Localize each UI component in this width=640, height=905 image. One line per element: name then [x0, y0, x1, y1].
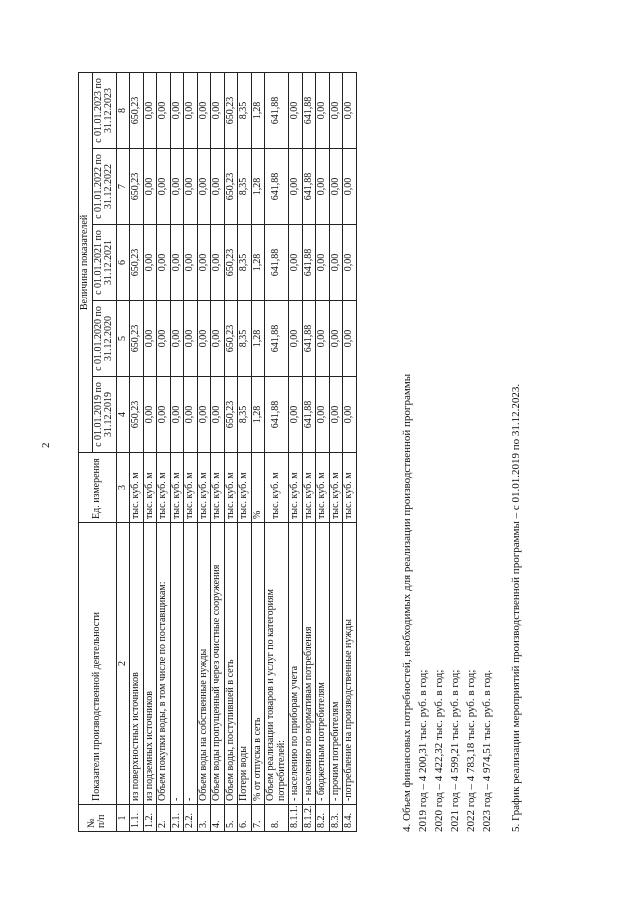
row-indicator-name: -: [170, 523, 184, 805]
row-value: 0,00: [184, 225, 198, 301]
row-value: 650,23: [130, 149, 144, 225]
row-indicator-name: Объем покупки воды, в том числе по поставщикам:: [157, 523, 171, 805]
row-value: 650,23: [224, 73, 238, 149]
financial-needs-heading: 4. Объем финансовых потребностей, необходимых для реализации производственной программы: [401, 373, 413, 832]
row-unit: %: [251, 453, 265, 523]
row-value: 0,00: [343, 73, 357, 149]
header-period: с 01.01.2020 по 31.12.2020: [92, 301, 116, 377]
row-value: 0,00: [170, 301, 184, 377]
row-value: 0,00: [197, 73, 211, 149]
row-value: 641,88: [302, 225, 316, 301]
table-row: [130, 73, 144, 832]
table-row: [316, 73, 330, 832]
row-indicator-name: Объем воды пропущенный через очистные сооружения: [211, 523, 225, 805]
header-period: с 01.01.2022 по 31.12.2022: [92, 149, 116, 225]
row-number: 3.: [197, 805, 211, 832]
row-number: 1.1.: [130, 805, 144, 832]
row-number: 2.: [157, 805, 171, 832]
row-value: 0,00: [289, 225, 303, 301]
row-number: 5.: [224, 805, 238, 832]
schedule-text: 5. График реализации мероприятий производственной программы – с 01.01.2019 по 31.12.2023.: [510, 383, 522, 832]
financial-needs-year-line: 2021 год – 4 599,21 тыс. руб. в год;: [448, 669, 461, 832]
column-number: 5: [116, 301, 130, 377]
row-value: 0,00: [157, 149, 171, 225]
row-number: 4.: [211, 805, 225, 832]
row-value: 0,00: [184, 301, 198, 377]
row-value: 8,35: [238, 377, 252, 453]
row-value: 0,00: [143, 149, 157, 225]
header-name: Показатели производственной деятельности: [79, 523, 117, 805]
row-value: 0,00: [184, 377, 198, 453]
row-value: 641,88: [265, 73, 289, 149]
table-row: [251, 73, 265, 832]
row-number: 1.2.: [143, 805, 157, 832]
row-value: 0,00: [289, 73, 303, 149]
row-value: 1,28: [251, 225, 265, 301]
row-value: 641,88: [265, 149, 289, 225]
row-value: 641,88: [265, 377, 289, 453]
row-unit: тыс. куб. м: [238, 453, 252, 523]
table-row: [184, 73, 198, 832]
row-unit: тыс. куб. м: [316, 453, 330, 523]
row-value: 0,00: [289, 149, 303, 225]
row-value: 0,00: [184, 73, 198, 149]
row-unit: тыс. куб. м: [265, 453, 289, 523]
row-number: 8.2.: [316, 805, 330, 832]
row-value: 0,00: [316, 149, 330, 225]
row-value: 650,23: [224, 301, 238, 377]
header-num: № п/п: [79, 805, 117, 832]
row-unit: тыс. куб. м: [289, 453, 303, 523]
row-value: 0,00: [143, 377, 157, 453]
row-value: 0,00: [170, 377, 184, 453]
row-value: 1,28: [251, 301, 265, 377]
header-period: с 01.01.2023 по 31.12.2023: [92, 73, 116, 149]
row-value: 0,00: [184, 149, 198, 225]
row-value: 641,88: [302, 149, 316, 225]
financial-needs-section: [400, 52, 496, 832]
row-value: 0,00: [170, 73, 184, 149]
row-unit: тыс. куб. м: [197, 453, 211, 523]
row-unit: тыс. куб. м: [184, 453, 198, 523]
row-value: 650,23: [224, 149, 238, 225]
row-unit: тыс. куб. м: [302, 453, 316, 523]
row-number: 2.2.: [184, 805, 198, 832]
row-unit: тыс. куб. м: [224, 453, 238, 523]
row-unit: тыс. куб. м: [143, 453, 157, 523]
row-unit: тыс. куб. м: [130, 453, 144, 523]
row-value: 0,00: [197, 301, 211, 377]
row-value: 0,00: [329, 377, 343, 453]
row-number: 6.: [238, 805, 252, 832]
column-number: 3: [116, 453, 130, 523]
row-indicator-name: Потери воды: [238, 523, 252, 805]
row-value: 650,23: [130, 301, 144, 377]
row-value: 641,88: [302, 377, 316, 453]
row-value: 650,23: [130, 73, 144, 149]
table-row: [265, 73, 289, 832]
row-indicator-name: Объем воды на собственные нужды: [197, 523, 211, 805]
row-indicator-name: из поверхностных источников: [130, 523, 144, 805]
row-value: 0,00: [197, 225, 211, 301]
row-unit: тыс. куб. м: [343, 453, 357, 523]
table-row: [302, 73, 316, 832]
row-indicator-name: Объем реализации товаров и услуг по категориям потребителей:: [265, 523, 289, 805]
row-value: 0,00: [316, 301, 330, 377]
row-number: 2.1.: [170, 805, 184, 832]
row-value: 1,28: [251, 377, 265, 453]
row-value: 0,00: [343, 149, 357, 225]
row-value: 8,35: [238, 225, 252, 301]
row-value: 650,23: [224, 225, 238, 301]
column-number: 8: [116, 73, 130, 149]
row-value: 0,00: [143, 225, 157, 301]
row-value: 0,00: [343, 377, 357, 453]
row-value: 0,00: [211, 301, 225, 377]
row-unit: тыс. куб. м: [157, 453, 171, 523]
table-row: [157, 73, 171, 832]
financial-needs-year-line: 2019 год – 4 200,31 тыс. руб. в год;: [416, 669, 429, 832]
row-value: 8,35: [238, 149, 252, 225]
row-number: 8.1.2.: [302, 805, 316, 832]
row-indicator-name: -: [184, 523, 198, 805]
row-indicator-name: -потребление на производственные нужды: [343, 523, 357, 805]
row-indicator-name: Объем воды, поступившей в сеть: [224, 523, 238, 805]
row-value: 641,88: [302, 73, 316, 149]
row-value: 0,00: [316, 377, 330, 453]
row-value: 0,00: [289, 301, 303, 377]
row-value: 0,00: [157, 73, 171, 149]
table-row: [143, 73, 157, 832]
header-values-group: Величина показателей: [79, 73, 93, 453]
row-value: 8,35: [238, 73, 252, 149]
table-row: [197, 73, 211, 832]
table-row: [329, 73, 343, 832]
production-indicators-table: [78, 72, 357, 832]
header-period: с 01.01.2021 по 31.12.2021: [92, 225, 116, 301]
row-value: 1,28: [251, 73, 265, 149]
column-number: 2: [116, 523, 130, 805]
row-value: 0,00: [197, 377, 211, 453]
column-number: 7: [116, 149, 130, 225]
row-value: 0,00: [157, 301, 171, 377]
row-value: 650,23: [130, 377, 144, 453]
row-value: 0,00: [329, 301, 343, 377]
financial-needs-year-line: 2022 год – 4 783,18 тыс. руб. в год;: [464, 669, 477, 832]
row-value: 650,23: [224, 377, 238, 453]
row-indicator-name: % от отпуска в сеть: [251, 523, 265, 805]
row-value: 0,00: [289, 377, 303, 453]
row-number: 8.1.1.: [289, 805, 303, 832]
row-value: 0,00: [316, 225, 330, 301]
row-unit: тыс. куб. м: [329, 453, 343, 523]
header-unit: Ед. измерения: [79, 453, 117, 523]
row-value: 0,00: [170, 149, 184, 225]
row-value: 0,00: [170, 225, 184, 301]
row-value: 0,00: [343, 225, 357, 301]
row-unit: тыс. куб. м: [170, 453, 184, 523]
row-value: 0,00: [197, 149, 211, 225]
financial-needs-year-line: 2023 год – 4 974,51 тыс. руб. в год.: [480, 669, 493, 832]
row-value: 0,00: [343, 301, 357, 377]
page-number: 2: [40, 442, 52, 448]
column-number: 6: [116, 225, 130, 301]
row-number: 8.4.: [343, 805, 357, 832]
row-value: 0,00: [157, 225, 171, 301]
row-indicator-name: - прочим потребителям: [329, 523, 343, 805]
row-value: 0,00: [329, 149, 343, 225]
row-value: 0,00: [211, 377, 225, 453]
row-value: 0,00: [211, 225, 225, 301]
row-indicator-name: из подземных источников: [143, 523, 157, 805]
table-row: [170, 73, 184, 832]
row-value: 641,88: [302, 301, 316, 377]
row-value: 641,88: [265, 225, 289, 301]
row-value: 0,00: [329, 73, 343, 149]
row-value: 0,00: [143, 73, 157, 149]
row-value: 650,23: [130, 225, 144, 301]
row-number: 7.: [251, 805, 265, 832]
row-indicator-name: - населению по приборам учета: [289, 523, 303, 805]
rotated-page-content: [0, 32, 600, 892]
table-row: [211, 73, 225, 832]
row-number: 8.3.: [329, 805, 343, 832]
row-indicator-name: - бюджетным потребителям: [316, 523, 330, 805]
financial-needs-year-line: 2020 год – 4 422,32 тыс. руб. в год;: [432, 669, 445, 832]
row-value: 0,00: [157, 377, 171, 453]
row-unit: тыс. куб. м: [211, 453, 225, 523]
row-value: 0,00: [329, 225, 343, 301]
table-row: [238, 73, 252, 832]
column-number: 4: [116, 377, 130, 453]
table-row: [224, 73, 238, 832]
row-number: 8.: [265, 805, 289, 832]
row-value: 8,35: [238, 301, 252, 377]
row-value: 0,00: [211, 149, 225, 225]
row-value: 0,00: [143, 301, 157, 377]
row-value: 0,00: [316, 73, 330, 149]
column-number: 1: [116, 805, 130, 832]
row-value: 641,88: [265, 301, 289, 377]
header-period: с 01.01.2019 по 31.12.2019: [92, 377, 116, 453]
table-row: [289, 73, 303, 832]
row-value: 1,28: [251, 149, 265, 225]
row-value: 0,00: [211, 73, 225, 149]
table-row: [343, 73, 357, 832]
row-indicator-name: - населению по нормативам потребления: [302, 523, 316, 805]
